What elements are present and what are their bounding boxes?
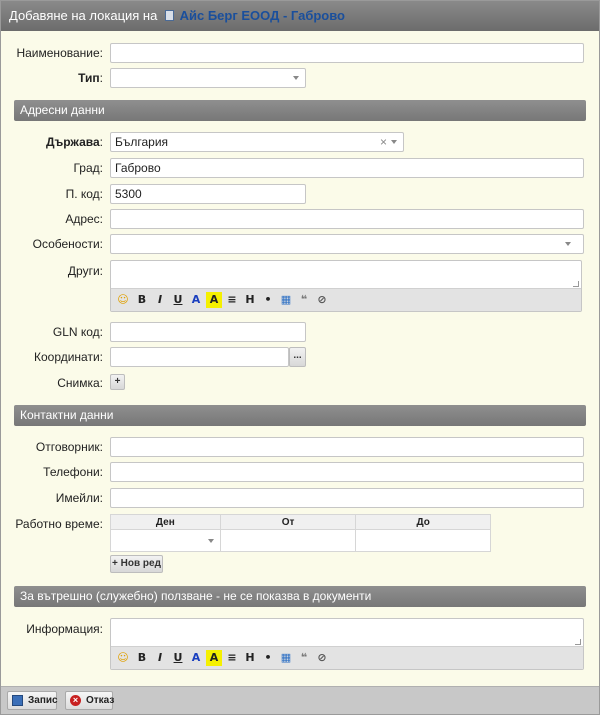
emails-label: Имейли: (55, 491, 103, 505)
worktime-table (110, 514, 491, 552)
font-color-button[interactable]: A (191, 651, 201, 664)
chevron-down-icon (391, 140, 397, 144)
responsible-label: Отговорник: (35, 440, 103, 454)
align-button[interactable]: ≡ (227, 651, 237, 664)
country-select[interactable] (110, 132, 404, 152)
company-icon (165, 10, 174, 21)
worktime-from-input[interactable] (220, 530, 356, 552)
emoji-icon[interactable]: ☺ (117, 651, 129, 664)
emoji-icon[interactable]: ☺ (117, 293, 129, 306)
features-label: Особености: (32, 237, 103, 251)
postcode-label: П. код: (65, 187, 103, 201)
coords-picker-button[interactable]: ... (289, 347, 306, 367)
resize-grip-icon[interactable] (575, 639, 581, 645)
country-label: Държава: (45, 135, 103, 149)
heading-button[interactable]: H (245, 651, 255, 664)
align-button[interactable]: ≡ (227, 293, 237, 306)
worktime-to-input[interactable] (356, 530, 491, 552)
heading-button[interactable]: H (245, 293, 255, 306)
info-editor (110, 618, 584, 670)
save-button-label: Запис (28, 695, 58, 706)
dialog-titlebar (1, 1, 599, 31)
gln-input[interactable] (110, 322, 306, 342)
bullet-list-button[interactable]: • (264, 651, 272, 664)
section-internal: За вътрешно (служебно) ползване - не се показва в документи (14, 586, 586, 607)
photo-label: Снимка: (57, 376, 103, 390)
name-input[interactable] (110, 43, 584, 63)
name-label: Наименование: (16, 46, 103, 60)
quote-icon[interactable]: ❝ (300, 293, 308, 306)
table-icon[interactable]: ▦ (280, 293, 292, 306)
table-row (111, 530, 491, 552)
country-select-value: България (115, 135, 169, 149)
add-photo-button[interactable]: + (110, 374, 125, 390)
section-address: Адресни данни (14, 100, 586, 121)
info-textarea[interactable] (111, 619, 583, 646)
coords-input[interactable] (110, 347, 289, 367)
address-input[interactable] (110, 209, 584, 229)
city-input[interactable]: Габрово (110, 158, 584, 178)
emails-input[interactable] (110, 488, 584, 508)
table-icon[interactable]: ▦ (280, 651, 292, 664)
cancel-button[interactable] (65, 691, 113, 710)
type-select[interactable] (110, 68, 306, 88)
other-editor (110, 260, 582, 312)
features-select[interactable] (110, 234, 584, 254)
bold-button[interactable]: B (137, 651, 147, 664)
address-label: Адрес: (65, 212, 103, 226)
resize-grip-icon[interactable] (573, 281, 579, 287)
worktime-day-select[interactable] (111, 530, 221, 552)
dialog-title-prefix: Добавяне на локация на (9, 8, 158, 23)
cancel-button-label: Отказ (86, 695, 115, 706)
save-icon (12, 695, 23, 706)
worktime-col-day: Ден (111, 515, 221, 530)
gln-label: GLN код: (52, 325, 103, 339)
info-toolbar (111, 646, 583, 669)
other-textarea[interactable] (111, 261, 581, 288)
worktime-col-from: От (220, 515, 356, 530)
font-color-button[interactable]: A (191, 293, 201, 306)
chevron-down-icon (565, 242, 571, 246)
worktime-header-row (111, 515, 491, 530)
highlight-button[interactable]: A (206, 650, 222, 666)
worktime-col-to: До (356, 515, 491, 530)
worktime-label: Работно време: (15, 517, 103, 531)
dialog-footer (1, 686, 599, 714)
other-label: Други: (67, 264, 103, 278)
save-button[interactable] (7, 691, 57, 710)
responsible-input[interactable] (110, 437, 584, 457)
cancel-icon: × (70, 695, 81, 706)
company-link[interactable]: Айс Берг ЕООД - Габрово (179, 8, 345, 23)
clear-icon[interactable]: × (379, 135, 387, 149)
quote-icon[interactable]: ❝ (300, 651, 308, 664)
phones-input[interactable] (110, 462, 584, 482)
coords-label: Координати: (33, 350, 103, 364)
bullet-list-button[interactable]: • (264, 293, 272, 306)
chevron-down-icon (208, 539, 214, 543)
bold-button[interactable]: B (137, 293, 147, 306)
attach-icon[interactable]: ⊘ (317, 651, 327, 664)
city-label: Град: (73, 161, 103, 175)
italic-button[interactable]: I (157, 293, 163, 306)
add-row-button[interactable]: + Нов ред (110, 555, 163, 573)
highlight-button[interactable]: A (206, 292, 222, 308)
attach-icon[interactable]: ⊘ (317, 293, 327, 306)
underline-button[interactable]: U (173, 293, 183, 306)
italic-button[interactable]: I (157, 651, 163, 664)
postcode-input[interactable]: 5300 (110, 184, 306, 204)
info-label: Информация: (26, 622, 103, 636)
type-label: Тип: (78, 71, 103, 85)
underline-button[interactable]: U (173, 651, 183, 664)
other-toolbar (111, 288, 581, 311)
country-label-text: Държава (45, 135, 100, 149)
phones-label: Телефони: (43, 465, 103, 479)
section-contacts: Контактни данни (14, 405, 586, 426)
chevron-down-icon (293, 76, 299, 80)
type-label-text: Тип (78, 71, 100, 85)
